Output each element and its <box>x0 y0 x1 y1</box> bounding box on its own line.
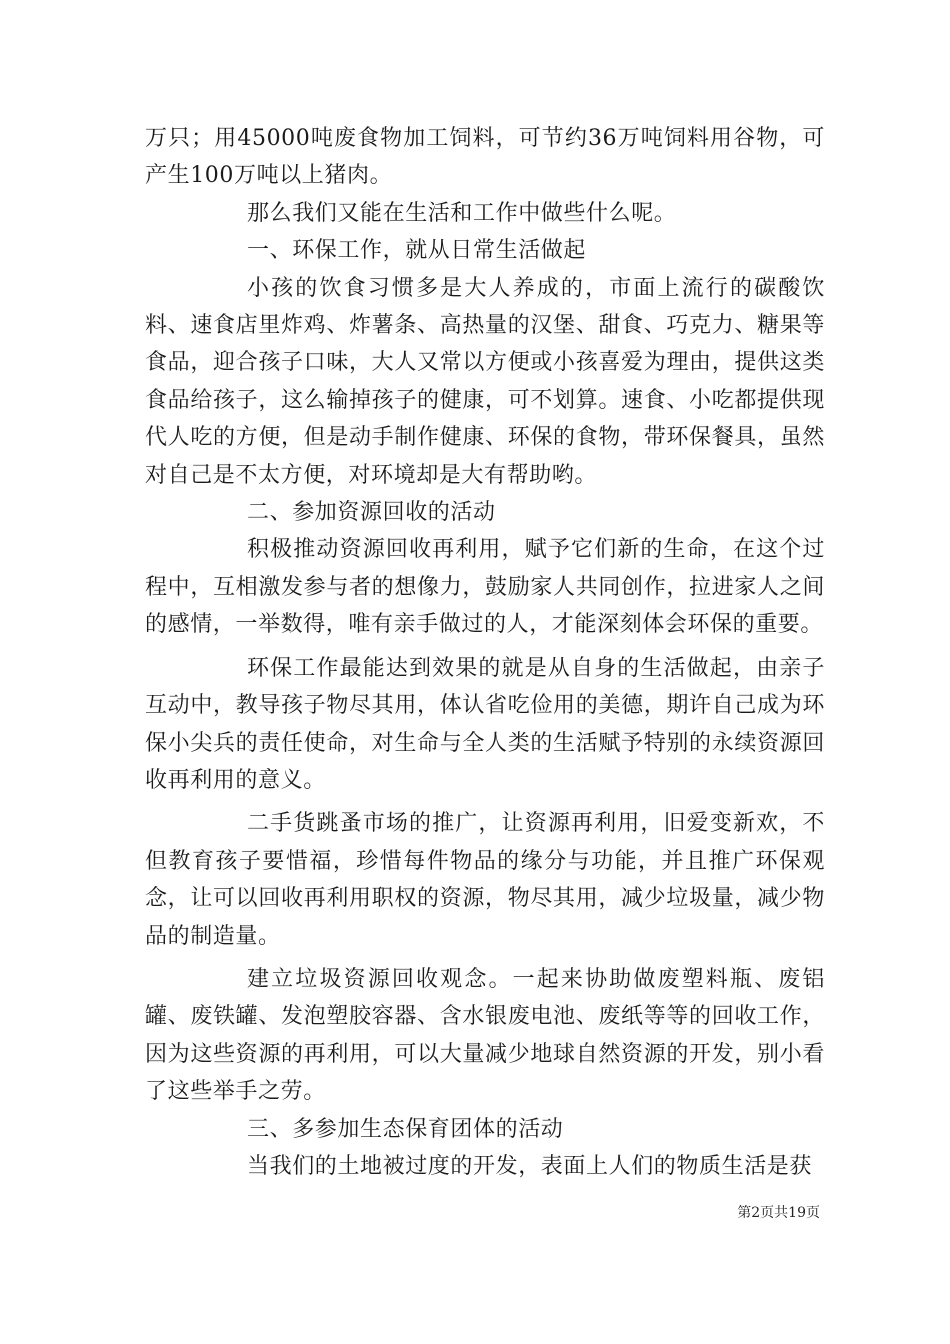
paragraph-land-development: 当我们的土地被过度的开发，表面上人们的物质生活是获 <box>247 1153 813 1179</box>
section-heading-1: 一、环保工作，就从日常生活做起 <box>247 238 587 264</box>
document-body <box>145 120 825 1185</box>
page-number-footer: 第2页共19页 <box>737 1205 820 1221</box>
paragraph-recycling-promotion: 积极推动资源回收再利用，赋予它们新的生命，在这个过程中，互相激发参与者的想像力，鼓励家人共同创作，拉进家人之间的感情，一举数得，唯有亲手做过的人，才能深刻体会环保的重要。 <box>145 537 825 638</box>
paragraph-question: 那么我们又能在生活和工作中做些什么呢。 <box>247 200 677 226</box>
section-heading-2: 二、参加资源回收的活动 <box>247 500 496 526</box>
paragraph-garbage-recycling: 建立垃圾资源回收观念。一起来协助做废塑料瓶、废铝罐、废铁罐、发泡塑胶容器、含水银废电池、废纸等等的回收工作，因为这些资源的再利用，可以大量减少地球自然资源的开发，别小看了这些举手之劳。 <box>145 966 825 1105</box>
section-heading-3: 三、多参加生态保育团体的活动 <box>247 1116 564 1142</box>
paragraph-continuation: 万只；用45000吨废食物加工饲料，可节约36万吨饲料用谷物，可产生100万吨以上猪肉。 <box>145 126 825 189</box>
paragraph-diet-habits: 小孩的饮食习惯多是大人养成的，市面上流行的碳酸饮料、速食店里炸鸡、炸薯条、高热量的汉堡、甜食、巧克力、糖果等食品，迎合孩子口味，大人又常以方便或小孩喜爱为理由，提供这类食品给孩子，这么输掉孩子的健康，可不划算。速食、小吃都提供现代人吃的方便，但是动手制作健康、环保的食物，带环保餐具，虽然对自己是不太方便，对环境却是大有帮助哟。 <box>145 275 825 488</box>
paragraph-flea-market: 二手货跳蚤市场的推广，让资源再利用，旧爱变新欢，不但教育孩子要惜福，珍惜每件物品的缘分与功能，并且推广环保观念，让可以回收再利用职权的资源，物尽其用，减少垃圾量，减少物品的制造量。 <box>145 811 825 949</box>
paragraph-parent-child: 环保工作最能达到效果的就是从自身的生活做起，由亲子互动中，教导孩子物尽其用，体认省吃俭用的美德，期许自己成为环保小尖兵的责任使命，对生命与全人类的生活赋予特别的永续资源回收再利用的意义。 <box>145 655 825 793</box>
